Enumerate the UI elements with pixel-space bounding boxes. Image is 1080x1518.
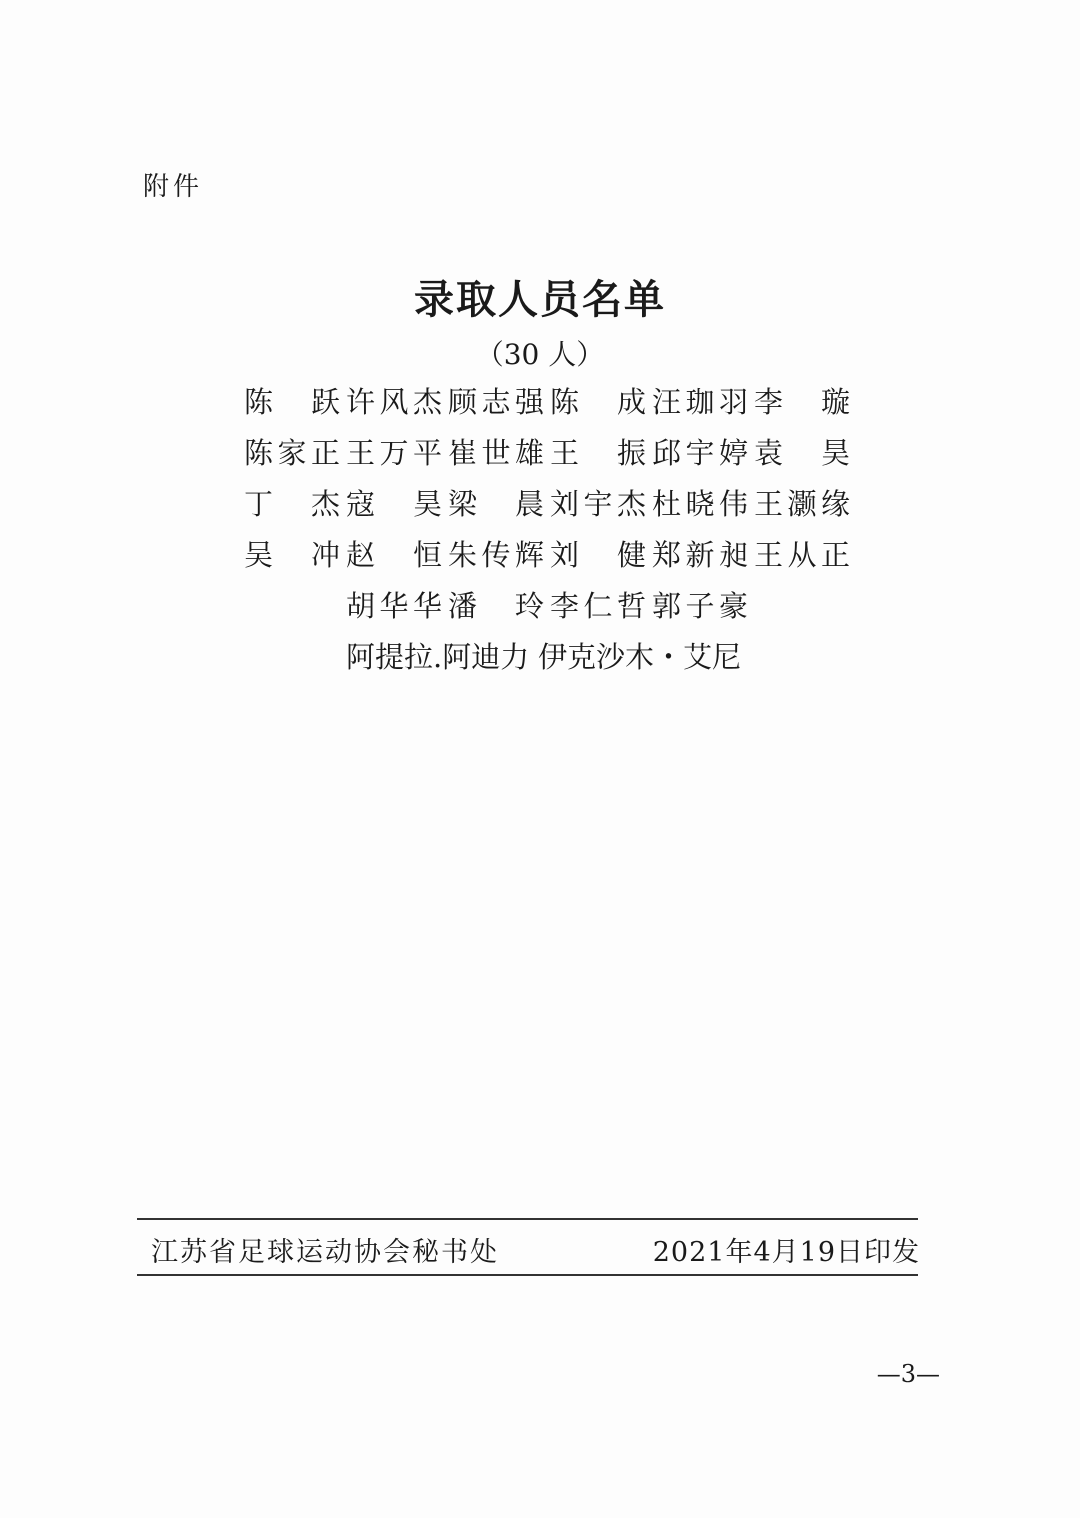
name-entry: 赵 恒 [346,538,442,572]
name-entry: 吴 冲 [244,538,340,572]
name-entry: 崔 世 雄 [448,436,544,470]
name-entry: 丁 杰 [244,487,340,521]
name-entry: 陈 家 正 [244,436,340,470]
name-entry: 顾 志 强 [448,385,544,419]
name-entry: 王 灏 缘 [754,487,850,521]
name-entry: 陈 成 [550,385,646,419]
document-title: 录取人员名单 [414,276,666,323]
name-entry: 阿提拉.阿迪力 [346,640,530,674]
name-entry: 潘 玲 [448,589,544,623]
headcount-label: （30 人） [475,338,605,371]
name-entry: 袁 昊 [754,436,850,470]
names-row [244,533,850,584]
names-row [244,431,850,482]
name-entry: 郭 子 豪 [652,589,748,623]
name-entry: 王 振 [550,436,646,470]
name-entry: 王 从 正 [754,538,850,572]
page-number: —3— [876,1360,940,1388]
name-entry: 朱 传 辉 [448,538,544,572]
names-row [244,584,844,635]
name-entry: 汪 珈 羽 [652,385,748,419]
footer-bottom-rule [137,1274,918,1276]
name-entry: 陈 跃 [244,385,340,419]
name-entry: 李 璇 [754,385,850,419]
name-entry: 刘 健 [550,538,646,572]
names-row [244,380,850,431]
name-entry: 郑 新 昶 [652,538,748,572]
names-row [244,482,850,533]
names-list [244,380,850,686]
name-entry: 许 风 杰 [346,385,442,419]
issue-date: 2021年4月19日印发 [652,1237,920,1268]
footer-top-rule [137,1218,918,1220]
name-entry: 寇 昊 [346,487,442,521]
issuer-name: 江苏省足球运动协会秘书处 [151,1237,499,1268]
name-entry: 李 仁 哲 [550,589,646,623]
names-row [244,635,844,686]
name-entry: 刘 宇 杰 [550,487,646,521]
name-entry: 王 万 平 [346,436,442,470]
name-entry: 邱 宇 婷 [652,436,748,470]
attachment-label: 附件 [143,172,204,202]
name-entry: 胡 华 华 [346,589,442,623]
name-entry: 伊克沙木・艾尼 [538,640,742,674]
name-entry: 梁 晨 [448,487,544,521]
name-entry: 杜 晓 伟 [652,487,748,521]
